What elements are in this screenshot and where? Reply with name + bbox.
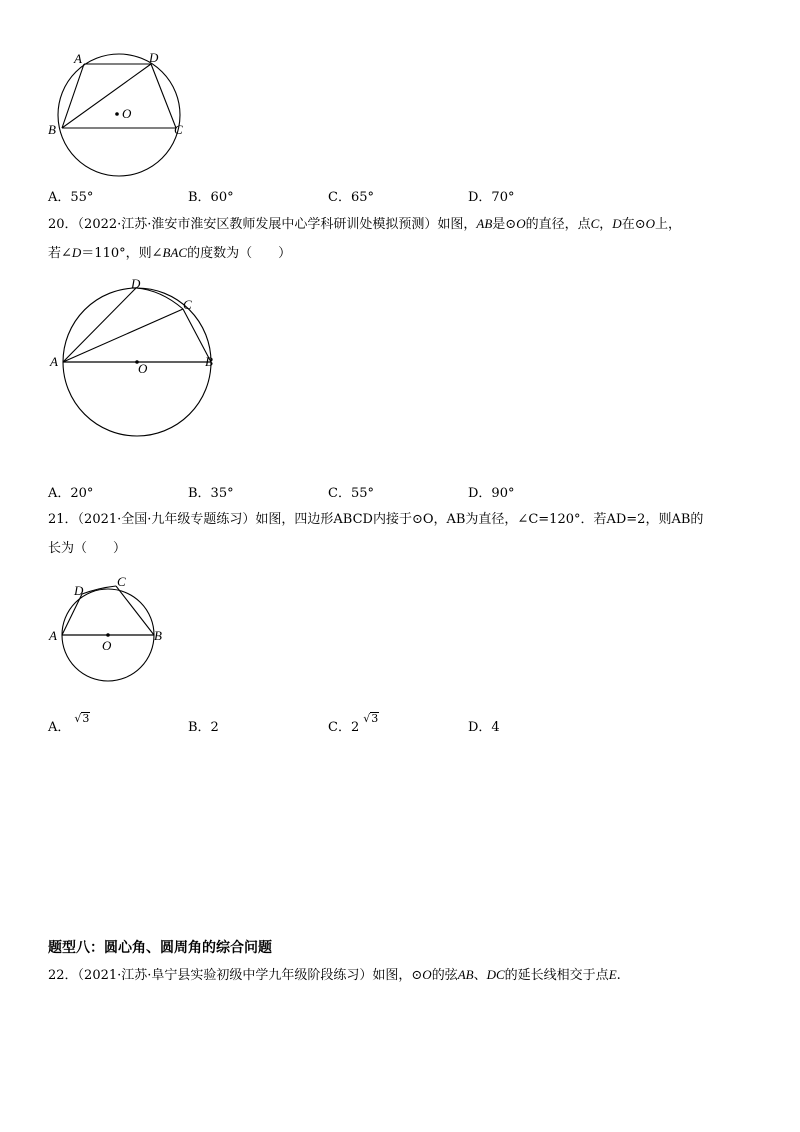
q19-option-a[interactable]: A．55°: [48, 190, 94, 205]
label-c: C: [174, 122, 183, 137]
q20-number: 20．: [48, 217, 78, 232]
q21-option-c[interactable]: C．2√3: [328, 712, 379, 735]
label-a: A: [74, 51, 82, 66]
label-d: D: [131, 276, 141, 291]
label-a: A: [50, 354, 58, 369]
label-b: B: [154, 628, 162, 643]
figure-circle-quadrilateral: [46, 572, 176, 692]
sqrt-three: √3: [363, 712, 379, 725]
sqrt-three: √3: [74, 712, 90, 725]
q19-option-b[interactable]: B．60°: [188, 190, 234, 205]
q21-line2: 长为（ ）: [48, 541, 127, 556]
q20-line2: 若∠D＝110°，则∠BAC的度数为（ ）: [48, 245, 292, 261]
label-c: C: [183, 297, 192, 312]
label-d: D: [149, 50, 159, 65]
label-b: B: [48, 122, 56, 137]
q19-option-d[interactable]: D．70°: [468, 190, 515, 205]
q21-option-a[interactable]: A．√3: [48, 712, 90, 735]
q21-option-b[interactable]: B．2: [188, 720, 219, 735]
label-d: D: [74, 583, 84, 598]
q20-line1: 20．（2022·江苏·淮安市淮安区教师发展中心学科研训处模拟预测）如图，AB是⊙O的直径，点C，D在⊙O上，: [48, 216, 681, 232]
chord-ad: [62, 594, 82, 635]
center-point: [106, 633, 110, 637]
label-o: O: [138, 361, 148, 376]
chord-ad: [63, 288, 136, 362]
center-point: [115, 112, 119, 116]
figure-circle-diameter: [46, 272, 226, 442]
q20-option-c[interactable]: C．55°: [328, 486, 374, 501]
label-o: O: [102, 638, 112, 653]
label-o: O: [122, 106, 132, 121]
q19-option-c[interactable]: C．65°: [328, 190, 374, 205]
q21-option-d[interactable]: D．4: [468, 720, 500, 735]
q22-line1: 22．（2021·江苏·阜宁县实验初级中学九年级阶段练习）如图，⊙O的弦AB、DC的延长线相交于点E.: [48, 967, 621, 983]
q21-line1: 21．（2021·全国·九年级专题练习）如图，四边形ABCD内接于⊙O，AB为直径，∠C=120°．若AD=2，则AB的: [48, 512, 704, 527]
label-b: B: [205, 354, 213, 369]
label-a: A: [49, 628, 57, 643]
chord-cb: [116, 586, 154, 635]
figure-circle-trapezoid: [44, 48, 194, 178]
label-c: C: [117, 574, 126, 589]
q20-option-b[interactable]: B．35°: [188, 486, 234, 501]
section-heading: 题型八：圆心角、圆周角的综合问题: [48, 940, 272, 956]
q20-option-a[interactable]: A．20°: [48, 486, 94, 501]
q20-option-d[interactable]: D．90°: [468, 486, 515, 501]
chord-ac: [63, 309, 183, 362]
diagonal-bd: [62, 64, 151, 128]
chord-ab: [62, 64, 84, 128]
circle-o: [58, 54, 180, 176]
q20-source: （2022·江苏·淮安市淮安区教师发展中心学科研训处模拟预测）如图，: [77, 217, 477, 232]
